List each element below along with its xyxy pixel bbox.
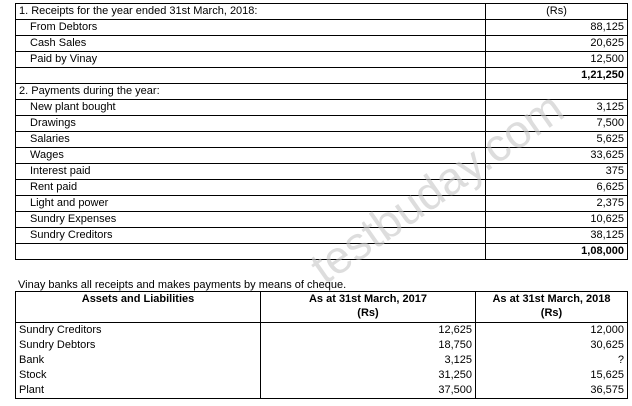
payment-label: Light and power <box>16 196 486 212</box>
table-row <box>16 368 628 383</box>
payment-value: 38,125 <box>486 228 628 244</box>
receipt-label: Paid by Vinay <box>16 52 486 68</box>
table-row <box>16 148 628 164</box>
balance-2017: 37,500 <box>261 383 476 399</box>
payment-value: 5,625 <box>486 132 628 148</box>
payment-label: Interest paid <box>16 164 486 180</box>
table-row <box>16 52 628 68</box>
receipts-total-row <box>16 68 628 84</box>
table-row <box>16 323 628 339</box>
col-2018-unit: (Rs) <box>540 307 563 319</box>
balance-label: Sundry Creditors <box>16 323 261 339</box>
col-2017-title: As at 31st March, 2017 <box>308 293 427 305</box>
balance-2017: 18,750 <box>261 338 476 353</box>
watermark: testbuday.com <box>300 81 573 294</box>
payment-value: 375 <box>486 164 628 180</box>
balance-label: Plant <box>16 383 261 399</box>
balance-2018: 30,625 <box>476 338 628 353</box>
table-row <box>16 338 628 353</box>
payment-value: 7,500 <box>486 116 628 132</box>
payment-value: 2,375 <box>486 196 628 212</box>
balance-2018: 12,000 <box>476 323 628 339</box>
currency-label: (Rs) <box>486 4 628 20</box>
receipts-payments-table <box>15 3 628 260</box>
col-2017-header <box>261 292 476 323</box>
payments-total-row <box>16 244 628 260</box>
receipt-value: 20,625 <box>486 36 628 52</box>
balance-2017: 12,625 <box>261 323 476 339</box>
empty-cell <box>486 84 628 100</box>
payment-label: Wages <box>16 148 486 164</box>
balance-2018: 15,625 <box>476 368 628 383</box>
table-row <box>16 228 628 244</box>
table-row <box>16 116 628 132</box>
receipts-heading: 1. Receipts for the year ended 31st March, 2018: <box>16 4 486 20</box>
balance-label: Stock <box>16 368 261 383</box>
balance-2018: ? <box>476 353 628 368</box>
col-2017-unit: (Rs) <box>357 307 379 319</box>
balance-2017: 3,125 <box>261 353 476 368</box>
payment-label: Sundry Expenses <box>16 212 486 228</box>
table-row <box>16 212 628 228</box>
balance-label: Bank <box>16 353 261 368</box>
table-row <box>16 196 628 212</box>
payment-label: New plant bought <box>16 100 486 116</box>
table-row <box>16 383 628 399</box>
table-row <box>16 20 628 36</box>
receipt-label: Cash Sales <box>16 36 486 52</box>
receipt-value: 88,125 <box>486 20 628 36</box>
receipts-heading-row <box>16 4 628 20</box>
payment-value: 6,625 <box>486 180 628 196</box>
assets-liabilities-header <box>16 292 261 323</box>
table-row <box>16 36 628 52</box>
empty-cell <box>16 68 486 84</box>
table-row <box>16 132 628 148</box>
balances-header-row <box>16 292 628 323</box>
col-2018-title: As at 31st March, 2018 <box>492 293 611 305</box>
empty-cell <box>16 244 486 260</box>
table-row <box>16 164 628 180</box>
payment-value: 3,125 <box>486 100 628 116</box>
assets-liabilities-label: Assets and Liabilities <box>81 293 195 305</box>
payment-label: Salaries <box>16 132 486 148</box>
balance-label: Sundry Debtors <box>16 338 261 353</box>
payment-value: 10,625 <box>486 212 628 228</box>
payment-label: Rent paid <box>16 180 486 196</box>
payments-heading: 2. Payments during the year: <box>16 84 486 100</box>
balance-2017: 31,250 <box>261 368 476 383</box>
payment-value: 33,625 <box>486 148 628 164</box>
balances-table <box>15 291 628 399</box>
payments-total: 1,08,000 <box>486 244 628 260</box>
payment-label: Drawings <box>16 116 486 132</box>
table-row <box>16 353 628 368</box>
cheque-note: Vinay banks all receipts and makes payments by means of cheque. <box>18 279 347 291</box>
payments-heading-row <box>16 84 628 100</box>
receipts-total: 1,21,250 <box>486 68 628 84</box>
payment-label: Sundry Creditors <box>16 228 486 244</box>
table-row <box>16 180 628 196</box>
receipt-label: From Debtors <box>16 20 486 36</box>
balance-2018: 36,575 <box>476 383 628 399</box>
col-2018-header <box>476 292 628 323</box>
table-row <box>16 100 628 116</box>
receipt-value: 12,500 <box>486 52 628 68</box>
